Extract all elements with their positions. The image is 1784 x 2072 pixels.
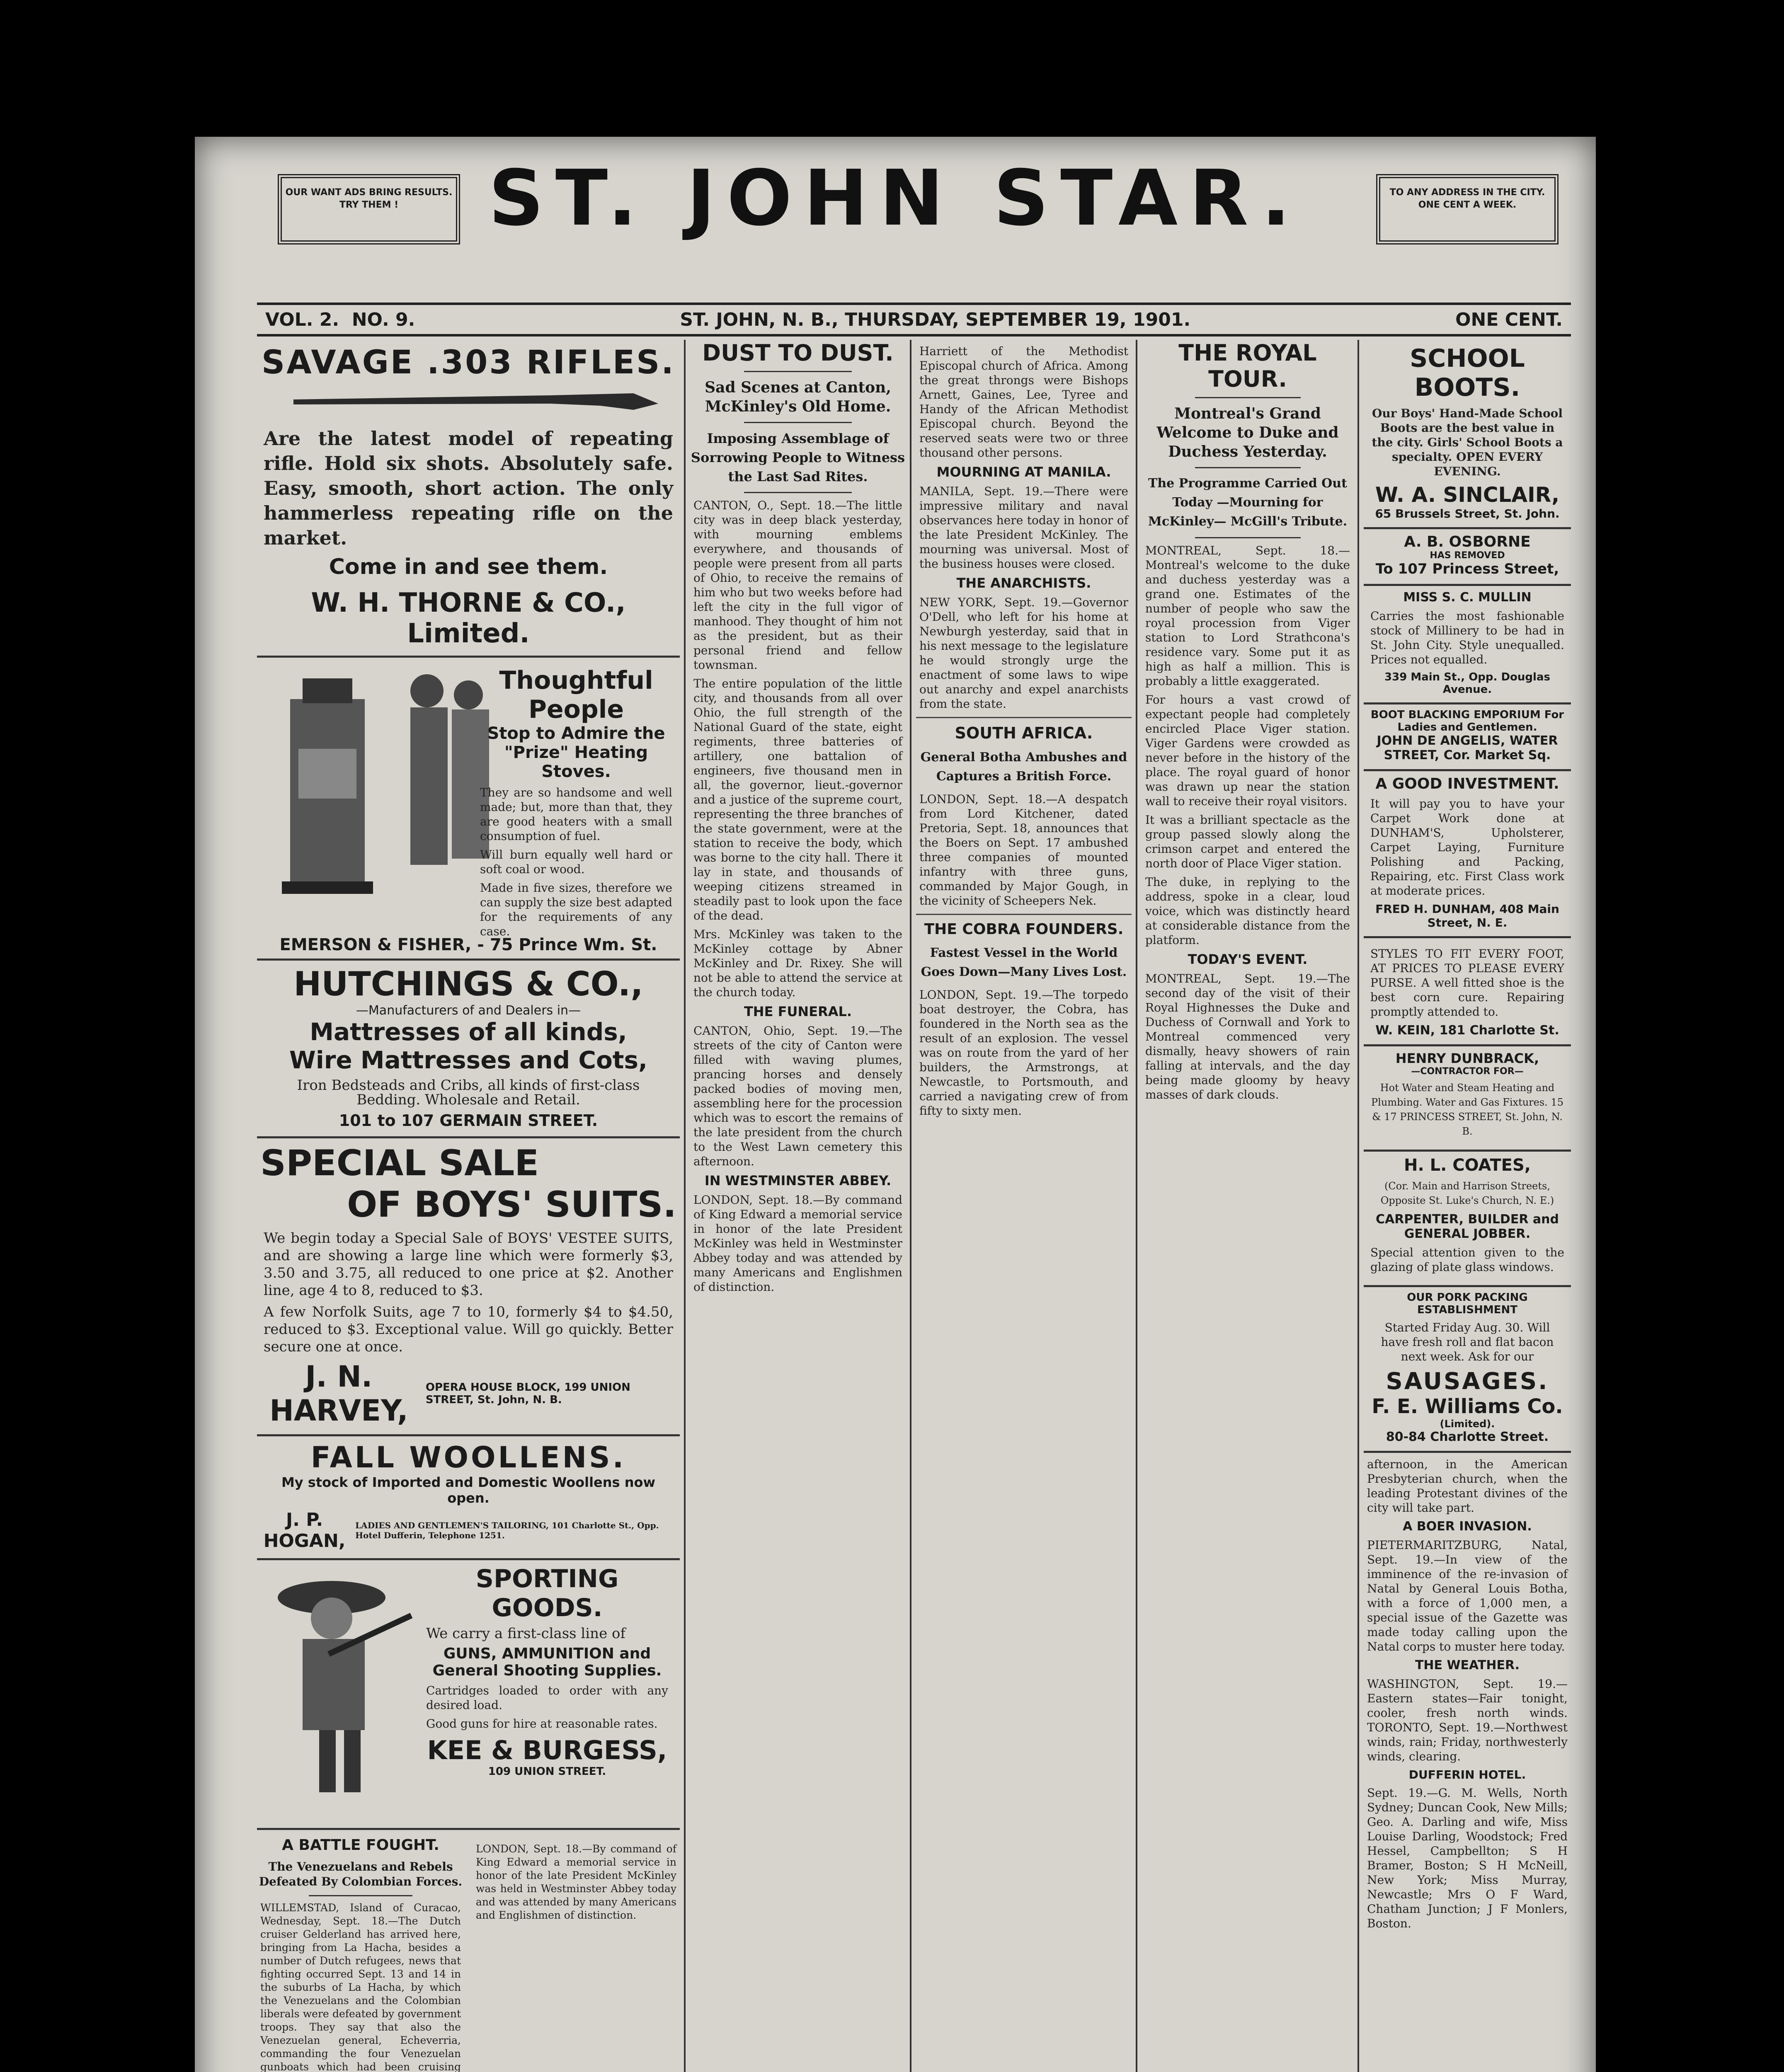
royal-tour-headline: THE ROYAL TOUR. xyxy=(1178,340,1317,392)
mullin-address: 339 Main St., Opp. Douglas Avenue. xyxy=(1384,671,1550,696)
column-2 xyxy=(690,340,906,2072)
col3-text-1: Harriett of the Methodist Episcopal church of Africa. Among the great throngs were Bishops Arnett, Gaines, Lee, Tyree and Handy of the African Methodist Episcopal church. Beyond the reserved seats were two or three thousand other persons. xyxy=(919,344,1128,460)
africa-headline: SOUTH AFRICA. xyxy=(955,724,1093,742)
newspaper-title: ST. JOHN STAR. xyxy=(488,153,1302,243)
sale-headline-1: SPECIAL SALE xyxy=(260,1143,539,1184)
manila-headline: MOURNING AT MANILA. xyxy=(936,464,1111,480)
separator xyxy=(744,371,852,372)
boer-headline: A BOER INVASION. xyxy=(1403,1519,1532,1534)
price: ONE CENT. xyxy=(1455,309,1563,330)
stove-ad xyxy=(257,658,680,961)
pork-ad xyxy=(1364,1287,1571,1453)
royal-text-3: It was a brilliant spectacle as the group passed slowly along the crimson carpet and entered the north door of Place Viger station. xyxy=(1145,813,1350,870)
volume-number xyxy=(265,309,415,330)
sale-text-1: We begin today a Special Sale of BOYS' VESTEE SUITS, and are showing a large line which were formerly $3, 3.50 and 3.75, all reduced to one price at $2. Another line, age 4 to 8, reduced to $3. xyxy=(264,1230,673,1299)
separator xyxy=(916,914,1132,915)
col5-text-1: afternoon, in the American Presbyterian church, when the leading Protestant divines of the city will take part. xyxy=(1367,1457,1568,1515)
royal-text-5: MONTREAL, Sept. 19.—The second day of the visit of their Royal Highnesses the Duke and Duchess of Cornwall and York to Montreal commenced very dismally, heavy showers of rain falling at intervals, and the day being made gloomy by heavy masses of dark clouds. xyxy=(1145,972,1350,1101)
school-boots-text: Our Boys' Hand-Made School Boots are the best value in the city. Girls' School Boots a specialty. OPEN EVERY EVENING. xyxy=(1372,407,1563,478)
kein-ad xyxy=(1364,938,1571,1046)
dust-text-4: CANTON, Ohio, Sept. 19.—The streets of the city of Canton were filled with waving plumes, prancing horses and densely packed bodies of moving men, assembling here for the procession which was to escort the remains of the late president from the church to the West Lawn cemetery this afternoon. xyxy=(693,1024,902,1168)
williams-sub: (Limited). xyxy=(1440,1418,1495,1430)
hogan-name: J. P. HOGAN, xyxy=(263,1509,346,1552)
battle-text-continued: LONDON, Sept. 18.—By command of King Edward a memorial service in honor of the late President McKinley was held in Westminster Abbey today and was attended by many Americans and Englishmen of distinction. xyxy=(476,1843,676,1921)
mattresses-line: Mattresses of all kinds, xyxy=(310,1018,627,1046)
boot-emporium: BOOT BLACKING EMPORIUM For Ladies and Gentlemen. xyxy=(1370,709,1564,733)
sinclair-address: 65 Brussels Street, St. John. xyxy=(1375,507,1560,520)
woollens-headline: FALL WOOLLENS. xyxy=(310,1440,626,1474)
dufferin-text: Sept. 19.—G. M. Wells, North Sydney; Duncan Cook, New Mills; Geo. A. Darling and wife, Miss Louise Darling, Woodstock; Fred Hessel, Campbellton; S H Bramer, Boston; S H McNeill, New York; Miss Murray, Newcastle; Mrs O F Ward, Chatham Junction; J F Monlers, Boston. xyxy=(1367,1786,1568,1930)
sporting-text-3: Cartridges loaded to order with any desired load. xyxy=(426,1684,668,1712)
column-rule xyxy=(1136,340,1137,2072)
separator xyxy=(1195,467,1301,468)
harvey-address: OPERA HOUSE BLOCK, 199 UNION STREET, St. John, N. B. xyxy=(425,1381,630,1406)
sporting-copy xyxy=(423,1564,671,1778)
beds-line: Iron Bedsteads and Cribs, all kinds of first-class Bedding. Wholesale and Retail. xyxy=(297,1077,640,1108)
investment-ad xyxy=(1364,771,1571,938)
school-boots-headline: SCHOOL BOOTS. xyxy=(1410,344,1525,402)
event-headline: TODAY'S EVENT. xyxy=(1188,951,1308,967)
coates-ad xyxy=(1364,1152,1571,1287)
angelis-name: JOHN DE ANGELIS, WATER STREET, Cor. Market Sq. xyxy=(1377,733,1558,762)
hutchings-name: HUTCHINGS & CO., xyxy=(293,965,643,1003)
volume: VOL. 2. xyxy=(265,309,339,330)
stove-copy xyxy=(477,666,676,943)
pork-text: Started Friday Aug. 30. Will have fresh roll and flat bacon next week. Ask for our xyxy=(1381,1321,1554,1363)
stove-headline: Thoughtful People xyxy=(499,666,653,724)
stove-text-2: Will burn equally well hard or soft coal or wood. xyxy=(480,848,672,876)
hogan-line xyxy=(260,1509,676,1552)
hunter-illustration-icon xyxy=(261,1569,419,1801)
battle-headline: A BATTLE FOUGHT. xyxy=(282,1837,439,1854)
sporting-text-4: Good guns for hire at reasonable rates. xyxy=(426,1717,658,1731)
carpenter-line: CARPENTER, BUILDER and GENERAL JOBBER. xyxy=(1376,1212,1559,1241)
col3-text-2: MANILA, Sept. 19.—There were impressive military and naval observances here today in honor of the late President McKinley. The mourning was universal. Most of the business houses were closed. xyxy=(919,484,1128,571)
investment-text: It will pay you to have your Carpet Work done at DUNHAM'S, Upholsterer, Carpet Laying, Furniture Polishing and Packing, Repairing, etc. First Class work at moderate prices. xyxy=(1370,797,1564,898)
mullin-ad xyxy=(1364,586,1571,704)
ear-box-left: OUR WANT ADS BRING RESULTS. TRY THEM ! xyxy=(278,174,460,244)
separator xyxy=(1195,397,1301,398)
battle-text: WILLEMSTAD, Island of Curacao, Wednesday, Sept. 18.—The Dutch cruiser Gelderland has arrived here, bringing from La Hacha, besides a number of Dutch refugees, news that fighting occurred Sept. 13 and 14 in the suburbs of La Hacha, by which the Venezuelans and the Colombian liberals were defeated by government troops. They say that also the Venezuelan general, Echeverria, commanding the four Venezuelan gunboats which had been cruising xyxy=(260,1902,461,2072)
school-boots-ad xyxy=(1364,340,1571,529)
masthead xyxy=(195,149,1596,274)
hutchings-ad xyxy=(257,961,680,1138)
separator xyxy=(916,717,1132,718)
dunbrack-name: HENRY DUNBRACK, xyxy=(1395,1051,1539,1066)
osborne-name: A. B. OSBORNE xyxy=(1404,533,1531,550)
col3-text-5: LONDON, Sept. 19.—The torpedo boat destroyer, the Cobra, has foundered in the North sea as the result of an explosion. The vessel was on route from the yard of her builders, the Armstrongs, at Newcastle, to Portsmouth, and carried a navigating crew of from fifty to sixty men. xyxy=(919,988,1128,1118)
battle-deck: The Venezuelans and Rebels Defeated By Colombian Forces. xyxy=(259,1860,463,1888)
col3-text-4: LONDON, Sept. 18.—A despatch from Lord Kitchener, dated Pretoria, Sept. 18, announces that the Boers on Sept. 17 ambushed three companies of mounted infantry with three guns, commanded by Major Gough, in the vicinity of Scheepers Nek. xyxy=(919,792,1128,908)
sale-text-2: A few Norfolk Suits, age 7 to 10, formerly $4 to $4.50, reduced to $3. Exceptional value. Will go quickly. Better secure one at once. xyxy=(264,1304,673,1355)
woollens-ad xyxy=(257,1436,680,1560)
dust-headline: DUST TO DUST. xyxy=(702,340,894,366)
dust-deck-1: Sad Scenes at Canton, McKinley's Old Home. xyxy=(705,379,891,415)
column-rule xyxy=(1357,340,1359,2072)
coates-address: (Cor. Main and Harrison Streets, Opposite St. Luke's Church, N. E.) xyxy=(1380,1180,1554,1206)
sporting-goods-ad xyxy=(257,1560,680,1830)
thorne-name: W. H. THORNE & CO., Limited. xyxy=(311,588,626,649)
africa-deck: General Botha Ambushes and Captures a British Force. xyxy=(920,750,1127,784)
osborne-address: To 107 Princess Street, xyxy=(1375,561,1559,577)
column-rule xyxy=(684,340,686,2072)
column-3 xyxy=(916,340,1132,2072)
dunbrack-text: Hot Water and Steam Heating and Plumbing. Water and Gas Fixtures. 15 & 17 PRINCESS STREET, St. John, N. B. xyxy=(1371,1082,1563,1137)
column-4 xyxy=(1142,340,1353,2072)
dust-text-3: Mrs. McKinley was taken to the McKinley cottage by Abner McKinley and Dr. Rixey. She will not be able to attend the service at the church today. xyxy=(693,927,902,999)
columns xyxy=(257,340,1571,2072)
harvey-line xyxy=(260,1360,676,1428)
royal-deck-2: The Programme Carried Out Today —Mourning for McKinley— McGill's Tribute. xyxy=(1148,476,1348,529)
dust-text-2: The entire population of the little city, and thousands from all over Ohio, the full strength of the National Guard of the state, eight regiments, three batteries of artillery, one battalion of engineers, five thousand men in all, the governor, lieut.-governor and a justice of the supreme court, representing the three branches of the state government, were at the station to receive the body, which was borne to the city hall. There it lay in state, and thousands of weeping citizens streamed in steadily past to look upon the face of the dead. xyxy=(693,677,902,922)
dateline xyxy=(257,303,1571,336)
hogan-address: LADIES AND GENTLEMEN'S TAILORING, 101 Charlotte St., Opp. Hotel Dufferin, Telephone 1251. xyxy=(355,1520,659,1540)
dust-text-5: LONDON, Sept. 18.—By command of King Edward a memorial service in honor of the late President McKinley was held in Westminster Abbey today and was attended by many Americans and Englishmen of distinction. xyxy=(693,1193,902,1294)
dufferin-headline: DUFFERIN HOTEL. xyxy=(1408,1768,1526,1782)
sale-headline-2: OF BOYS' SUITS. xyxy=(347,1184,676,1225)
osborne-sub: HAS REMOVED xyxy=(1430,550,1505,561)
separator xyxy=(1195,537,1301,538)
stove-text-1: They are so handsome and well made; but, more than that, they are good heaters with a small consumption of fuel. xyxy=(480,786,672,843)
issue-number: NO. 9. xyxy=(351,309,415,330)
column-5 xyxy=(1364,340,1571,2072)
rifles-ad xyxy=(257,340,680,658)
rifles-headline: SAVAGE .303 RIFLES. xyxy=(262,344,675,381)
kee-burgess: KEE & BURGESS, xyxy=(427,1735,667,1765)
dunbrack-sub: —CONTRACTOR FOR— xyxy=(1411,1066,1524,1077)
rifles-text: Are the latest model of repeating rifle. Hold six shots. Absolutely safe. Easy, smooth, short action. The only hammerless repeating rifle on the market. xyxy=(264,427,673,549)
funeral-headline: THE FUNERAL. xyxy=(744,1004,852,1019)
dust-text-1: CANTON, O., Sept. 18.—The little city was in deep black yesterday, with mourning emblems everywhere, and thousands of people were present from all parts of Ohio, to receive the remains of him who but two weeks before had left the city in the full vigor of manhood. They thought of him not as the president, but as their personal friend and fellow townsman. xyxy=(693,499,902,672)
ear-box-right: TO ANY ADDRESS IN THE CITY. ONE CENT A WEEK. xyxy=(1376,174,1559,244)
separator xyxy=(309,1895,412,1896)
coates-name: H. L. COATES, xyxy=(1404,1156,1531,1175)
williams-name: F. E. Williams Co. xyxy=(1372,1395,1563,1418)
stove-text-3: Made in five sizes, therefore we can supply the size best adapted for the requirements of any case. xyxy=(480,881,672,938)
rifles-cta: Come in and see them. xyxy=(329,554,608,579)
osborne-ad xyxy=(1364,529,1571,586)
battle-continued xyxy=(473,1838,680,1926)
sporting-headline: SPORTING GOODS. xyxy=(475,1564,619,1622)
pork-headline: OUR PORK PACKING ESTABLISHMENT xyxy=(1407,1291,1528,1316)
dust-deck-2: Imposing Assemblage of Sorrowing People to Witness the Last Sad Rites. xyxy=(691,431,905,484)
cobra-headline: THE COBRA FOUNDERS. xyxy=(924,921,1124,938)
boys-suits-ad xyxy=(257,1138,680,1436)
newspaper-page xyxy=(195,137,1596,2072)
sporting-text-2: GUNS, AMMUNITION and General Shooting Supplies. xyxy=(432,1645,662,1679)
weather-headline: THE WEATHER. xyxy=(1415,1658,1520,1673)
anarchists-headline: THE ANARCHISTS. xyxy=(956,575,1091,591)
cobra-deck: Fastest Vessel in the World Goes Down—Many Lives Lost. xyxy=(921,946,1127,979)
column-1 xyxy=(257,340,680,2072)
weather-text: WASHINGTON, Sept. 19.—Eastern states—Fair tonight, cooler, fresh north winds. TORONTO, Sept. 19.—Northwest winds, rain; Friday, northwesterly winds, clearing. xyxy=(1367,1677,1568,1763)
dunham-name: FRED H. DUNHAM, 408 Main Street, N. E. xyxy=(1375,902,1559,929)
kein-name: W. KEIN, 181 Charlotte St. xyxy=(1375,1023,1559,1038)
sporting-text-1: We carry a first-class line of xyxy=(426,1625,626,1642)
abbey-headline: IN WESTMINSTER ABBEY. xyxy=(704,1173,892,1188)
woollens-text: My stock of Imported and Domestic Woollens now open. xyxy=(281,1474,656,1506)
stove-icon xyxy=(265,674,390,906)
royal-text-4: The duke, in replying to the address, spoke in a clear, loud voice, which was distinctly heard at considerable distance from the platform. xyxy=(1145,875,1350,947)
royal-text-2: For hours a vast crowd of expectant people had completely encircled Place Viger station. Viger Gardens were crowded as never before in the history of the place. The royal guard of honor was drawn up near the station wall to receive their royal visitors. xyxy=(1145,693,1350,808)
sausages-line: SAUSAGES. xyxy=(1386,1368,1549,1395)
williams-address: 80-84 Charlotte Street. xyxy=(1386,1430,1549,1444)
separator xyxy=(744,492,852,493)
column-rule xyxy=(910,340,911,2072)
royal-text-1: MONTREAL, Sept. 18.—Montreal's welcome to the duke and duchess yesterday was a grand one. Estimates of the number of people who saw the royal procession from Viger station to Lord Strathcona's residence vary. Some put it as high as half a million. This is probably a little exaggerated. xyxy=(1145,544,1350,688)
rifle-illustration xyxy=(260,387,676,420)
hutchings-sub: —Manufacturers of and Dealers in— xyxy=(356,1003,581,1018)
hutchings-address: 101 to 107 GERMAIN STREET. xyxy=(339,1111,598,1130)
col3-text-3: NEW YORK, Sept. 19.—Governor O'Dell, who left for his home at Newburgh yesterday, said that in his next message to the legislature he would strongly urge the enactment of some laws to wipe out anarchy and expel anarchists from the state. xyxy=(919,595,1128,711)
separator xyxy=(744,422,852,423)
harvey-name: J. N. HARVEY, xyxy=(269,1360,408,1428)
wire-mattresses-line: Wire Mattresses and Cots, xyxy=(289,1046,648,1074)
mullin-name: MISS S. C. MULLIN xyxy=(1403,590,1532,605)
dunbrack-ad xyxy=(1364,1046,1571,1152)
angelis-ad xyxy=(1364,704,1571,771)
battle-article xyxy=(257,1830,464,2072)
investment-headline: A GOOD INVESTMENT. xyxy=(1375,775,1559,792)
boer-text: PIETERMARITZBURG, Natal, Sept. 19.—In view of the imminence of the re-invasion of Natal by General Louis Botha, with a force of 1,000 men, a special issue of the Gazette was made today calling upon the Natal corps to muster here today. xyxy=(1367,1538,1568,1653)
sinclair-name: W. A. SINCLAIR, xyxy=(1375,483,1560,507)
place-date: ST. JOHN, N. B., THURSDAY, SEPTEMBER 19, 1901. xyxy=(680,309,1191,330)
kein-text: STYLES TO FIT EVERY FOOT, AT PRICES TO PLEASE EVERY PURSE. A well fitted shoe is the best corn cure. Repairing promptly attended to. xyxy=(1370,947,1564,1019)
coates-text: Special attention given to the glazing of plate glass windows. xyxy=(1370,1246,1564,1274)
rifle-icon xyxy=(260,387,675,420)
kee-address: 109 UNION STREET. xyxy=(488,1765,606,1778)
emerson-fisher: EMERSON & FISHER, - 75 Prince Wm. St. xyxy=(279,935,657,954)
royal-deck-1: Montreal's Grand Welcome to Duke and Duchess Yesterday. xyxy=(1156,405,1339,460)
stove-subhead: Stop to Admire the "Prize" Heating Stoves. xyxy=(487,724,665,781)
mullin-text: Carries the most fashionable stock of Millinery to be had in St. John City. Style unequalled. Prices not equalled. xyxy=(1370,609,1564,666)
